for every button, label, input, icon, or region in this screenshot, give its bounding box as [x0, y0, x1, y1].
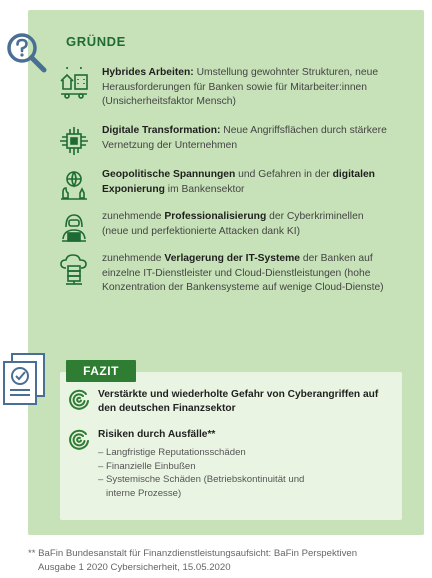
reason-digital-transformation: [58, 124, 388, 157]
risk-item: interne Prozesse): [98, 487, 182, 499]
reason-bold-2: digitalen Exponierung: [102, 169, 375, 195]
reason-geopolitics: [58, 168, 388, 201]
reason-text: der Banken auf einzelne IT-Dienstleister und Cloud-Dienstleistungen (hohe Konzentration der Bankensysteme auf wenige Cloud-Dienste): [102, 253, 384, 294]
green-swirl-icon: [68, 428, 90, 450]
reason-text: und Gefahren in der: [235, 169, 333, 180]
conclusion-cyber-threat: [68, 388, 398, 416]
reason-text: der Cyberkriminellen (neue und perfektionierte Attacken dank KI): [102, 211, 364, 237]
reason-text: Umstellung gewohnter Strukturen, neue Herausforderungen für Banken sowie für Mitarbeiter:innen (Unsicherheitsfaktor Mensch): [102, 67, 379, 108]
reason-pre: zunehmende: [102, 253, 165, 264]
hacker-icon: [58, 211, 90, 243]
reason-text: Neue Angriffsflächen durch stärkere Vernetzung der Unternehmen: [102, 125, 387, 151]
cloud-server-icon: [58, 253, 90, 285]
reason-bold: Verlagerung der IT-Systeme: [164, 253, 301, 264]
risk-item: – Systemische Schäden (Betriebskontinuität und: [98, 474, 305, 486]
risk-item: – Langfristige Reputationsschäden: [98, 447, 246, 458]
footnote-line: ** BaFin Bundesanstalt für Finanzdienstleistungsaufsicht: BaFin Perspektiven: [28, 548, 358, 559]
footnote: [28, 547, 357, 574]
fazit-label: FAZIT: [66, 360, 136, 382]
reasons-heading: GRÜNDE: [66, 34, 126, 49]
risk-list: [98, 446, 304, 500]
reason-it-relocation: [58, 252, 388, 296]
reason-bold: Hybrides Arbeiten:: [102, 67, 194, 78]
hybrid-work-icon: [58, 67, 90, 99]
checked-document-icon: [0, 352, 48, 408]
risk-item: – Finanzielle Einbußen: [98, 460, 196, 472]
circuit-chip-icon: [58, 125, 90, 157]
reason-bold: Digitale Transformation:: [102, 125, 221, 136]
reason-professionalization: [58, 210, 388, 243]
conclusion-text: Risiken durch Ausfälle**: [98, 429, 216, 440]
reason-bold: Professionalisierung: [164, 211, 267, 222]
reason-hybrid-work: [58, 66, 388, 110]
geopolitics-icon: [58, 169, 90, 201]
reason-text-2: im Bankensektor: [164, 183, 245, 195]
conclusion-text: Verstärkte und wiederholte Gefahr von Cyberangriffen auf den deutschen Finanzsektor: [98, 389, 379, 414]
reason-pre: zunehmende: [102, 211, 165, 222]
footnote-line: Ausgabe 1 2020 Cybersicherheit, 15.05.2020: [38, 561, 231, 573]
green-swirl-icon: [68, 388, 90, 410]
magnifier-question-icon: [4, 30, 48, 74]
reason-bold: Geopolitische Spannungen: [102, 169, 236, 180]
